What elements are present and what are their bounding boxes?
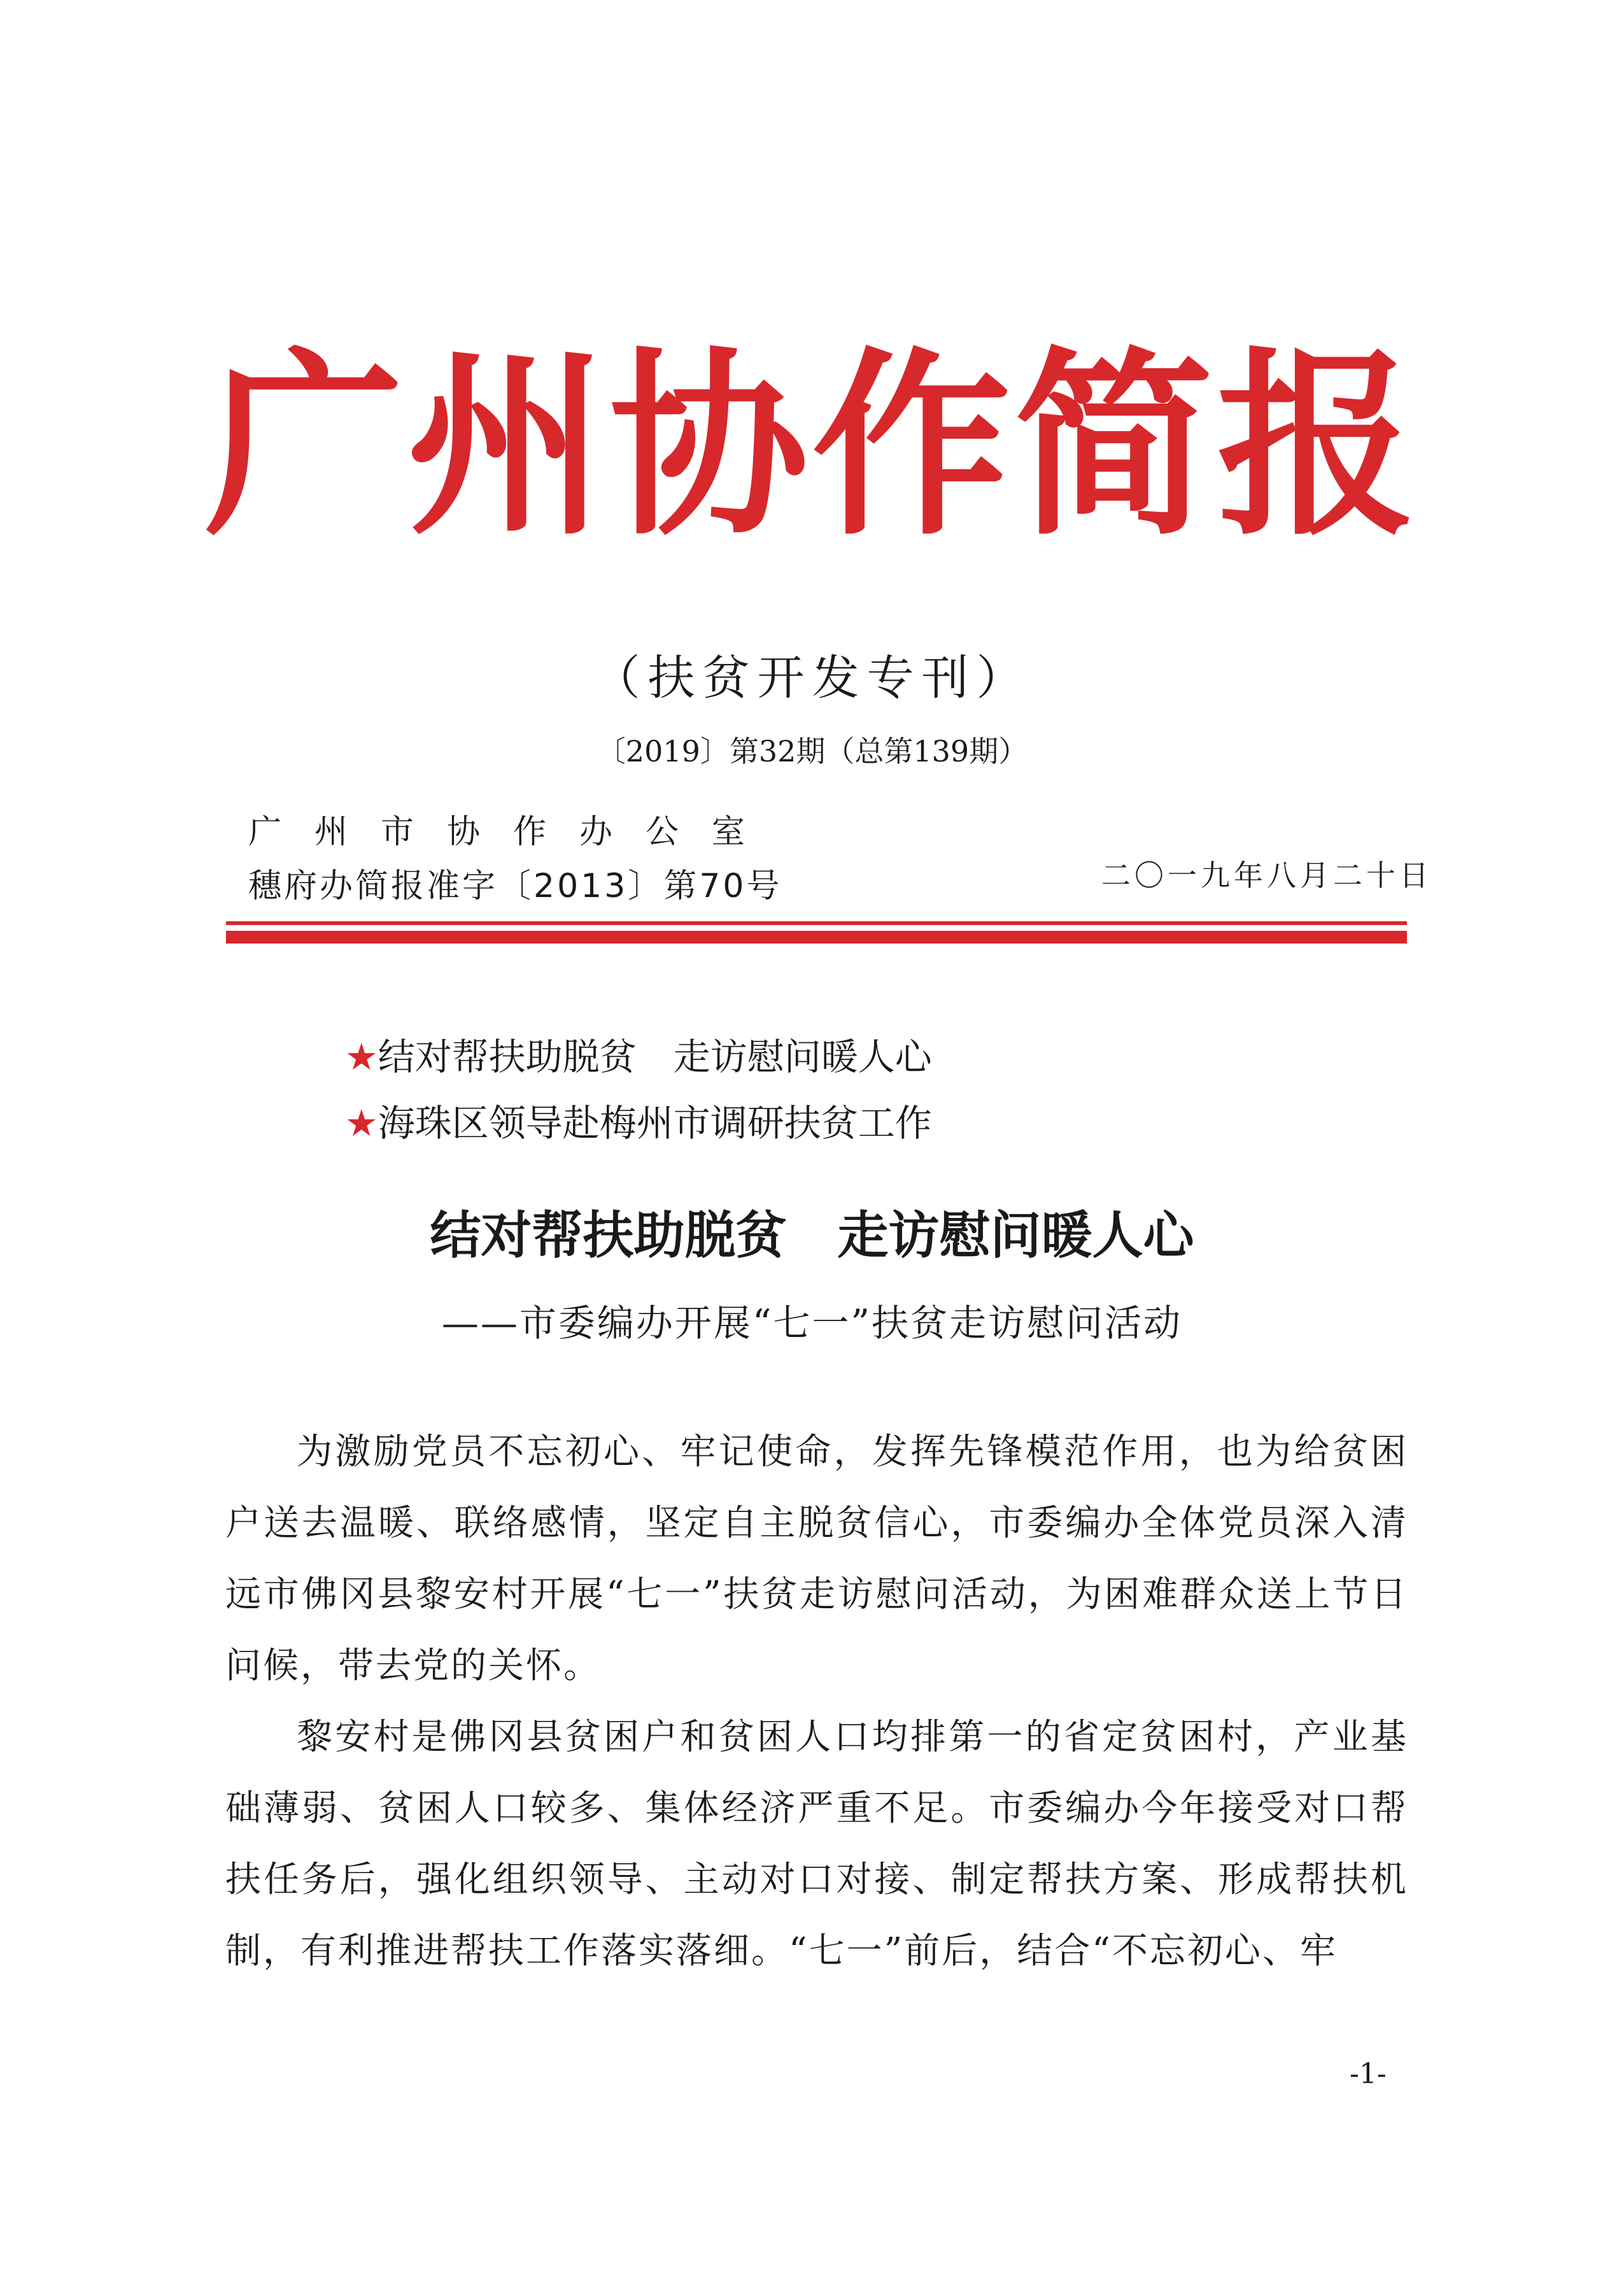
toc-item-label: 结对帮扶助脱贫 走访慰问暖人心 xyxy=(378,1035,932,1079)
paragraph-1: 为激励党员不忘初心、牢记使命，发挥先锋模范作用，也为给贫困户送去温暖、联络感情，坚定自主脱贫信心，市委编办全体党员深入清远市佛冈县黎安村开展“七一”扶贫走访慰问活动，为困难群众送上节日问候，带去党的关怀。 xyxy=(225,1431,1408,1687)
issue-number: 〔2019〕第32期（总第139期） xyxy=(596,734,1028,768)
toc-item-label: 海珠区领导赴梅州市调研扶贫工作 xyxy=(378,1101,932,1145)
special-edition-label: （扶贫开发专刊） xyxy=(593,651,1031,705)
star-icon: ★ xyxy=(344,1101,378,1145)
header-divider-thick xyxy=(226,931,1407,944)
issue-date: 二〇一九年八月二十日 xyxy=(1101,858,1432,893)
table-of-contents xyxy=(298,990,932,1145)
article-subtitle: ——市委编办开展“七一”扶贫走访慰问活动 xyxy=(441,1301,1183,1345)
masthead-title: 广州协作简报 xyxy=(204,329,1420,562)
toc-item-1 xyxy=(298,990,932,1079)
paragraph-2: 黎安村是佛冈县贫困户和贫困人口均排第一的省定贫困村，产业基础薄弱、贫困人口较多、集体经济严重不足。市委编办今年接受对口帮扶任务后，强化组织领导、主动对口对接、制定帮扶方案、形成帮扶机制，有利推进帮扶工作落实落细。“七一”前后，结合“不忘初心、牢 xyxy=(225,1716,1408,1972)
approval-number: 穗府办简报准字〔2013〕第70号 xyxy=(248,867,782,905)
issuing-office: 广州市协作办公室 xyxy=(248,813,779,851)
page-number: -1- xyxy=(1350,2058,1387,2090)
star-icon: ★ xyxy=(344,1035,378,1079)
article-title: 结对帮扶助脱贫 走访慰问暖人心 xyxy=(430,1205,1194,1265)
article-body xyxy=(225,1417,1408,1987)
header-divider-thin xyxy=(226,921,1407,925)
